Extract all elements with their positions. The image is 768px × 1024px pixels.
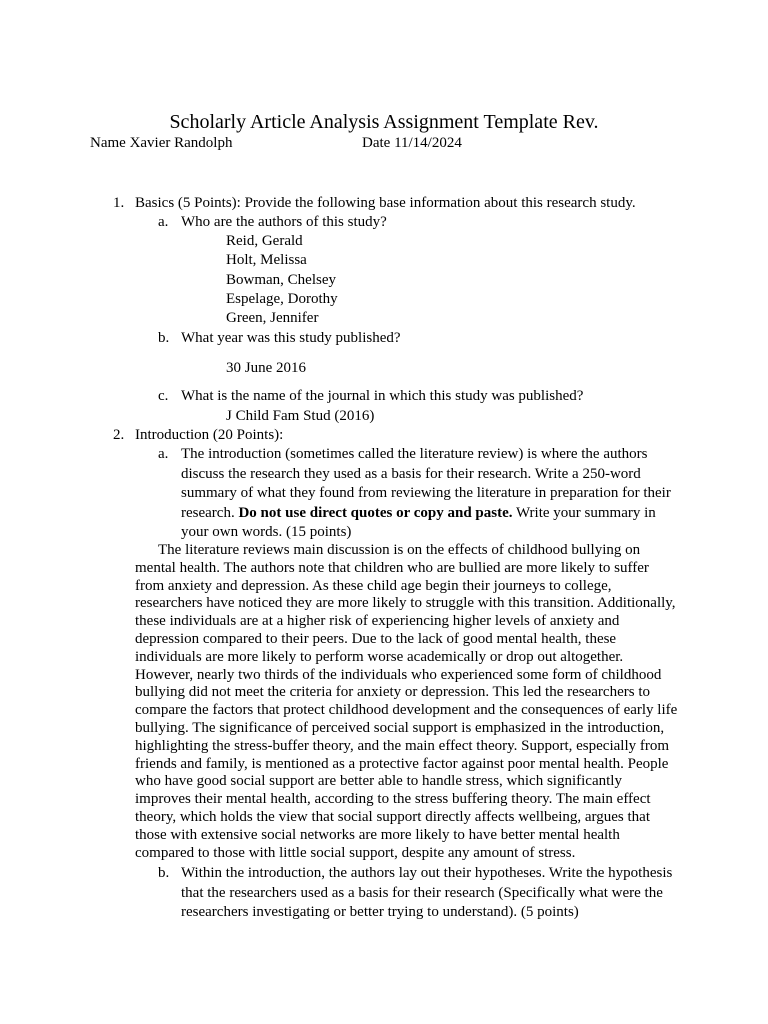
- q1b-question: What year was this study published?: [181, 330, 401, 346]
- q2b-prompt: Within the introduction, the authors lay out their hypotheses. Write the hypothesis that the researchers used as a basis for their research (Specifically what were the researchers investigating or better trying to understand). (5 points): [181, 865, 673, 920]
- document-title: Scholarly Article Analysis Assignment Template Rev.: [169, 111, 599, 133]
- author-item: Bowman, Chelsey: [226, 272, 336, 288]
- q1a-letter: a.: [158, 214, 169, 230]
- q1c-answer: J Child Fam Stud (2016): [226, 408, 375, 424]
- q2a-answer-summary: The literature reviews main discussion is on the effects of childhood bullying on mental health. The authors note that children who are bullied are more likely to suffer from anxiety and depression. As these child age begin their journeys to college, researchers have noticed they are more likely to struggle with this transition. Additionally, these individuals are at a higher risk of experiencing higher levels of anxiety and depression compared to their peers. Due to the lack of good mental health, these individuals are more likely to perform worse academically or drop out altogether. However, nearly two thirds of the individuals who experienced some form of childhood bullying did not meet the criteria for anxiety or depression. This led the researchers to compare the factors that protect childhood development and the consequences of early life bullying. The significance of perceived social support is emphasized in the introduction, highlighting the stress-buffer theory, and the main effect theory. Support, especially from friends and family, is mentioned as a protective factor against poor mental health. People who have good social support are better able to handle stress, which significantly improves their mental health, according to the stress buffering theory. The main effect theory, which holds the view that social support directly affects wellbeing, argues that those with extensive social networks are more likely to have better mental health compared to those with little social support, despite any amount of stress.: [135, 542, 678, 861]
- q2a-prompt-text: The introduction (sometimes called the literature review) is where the authors discuss the research they used as a basis for their research. Write a 250-word summary of what they found from reviewing the literature in preparation for their research.: [181, 446, 671, 521]
- section-2-number: 2.: [113, 427, 125, 443]
- q1a-question: Who are the authors of this study?: [181, 214, 387, 230]
- q2b-letter: b.: [158, 865, 170, 881]
- section-1-number: 1.: [113, 195, 125, 211]
- q1c-letter: c.: [158, 388, 169, 404]
- submission-date: Date 11/14/2024: [362, 135, 462, 151]
- author-item: Reid, Gerald: [226, 233, 303, 249]
- q1b-letter: b.: [158, 330, 170, 346]
- author-item: Green, Jennifer: [226, 310, 319, 326]
- author-item: Espelage, Dorothy: [226, 291, 338, 307]
- q2a-letter: a.: [158, 446, 169, 462]
- q1c-question: What is the name of the journal in which this study was published?: [181, 388, 584, 404]
- student-name: Name Xavier Randolph: [90, 135, 233, 151]
- section-2-heading: Introduction (20 Points):: [135, 427, 284, 443]
- q2a-prompt: [181, 445, 681, 543]
- name-date-line: [90, 134, 462, 152]
- author-item: Holt, Melissa: [226, 252, 307, 268]
- q2a-prompt-text-end: Write your summary in your own words. (15 points): [181, 504, 656, 540]
- q1b-answer: 30 June 2016: [226, 360, 306, 376]
- section-1-heading: Basics (5 Points): Provide the following base information about this research study.: [135, 195, 636, 211]
- q2a-prompt-bold: Do not use direct quotes or copy and paste.: [238, 504, 513, 521]
